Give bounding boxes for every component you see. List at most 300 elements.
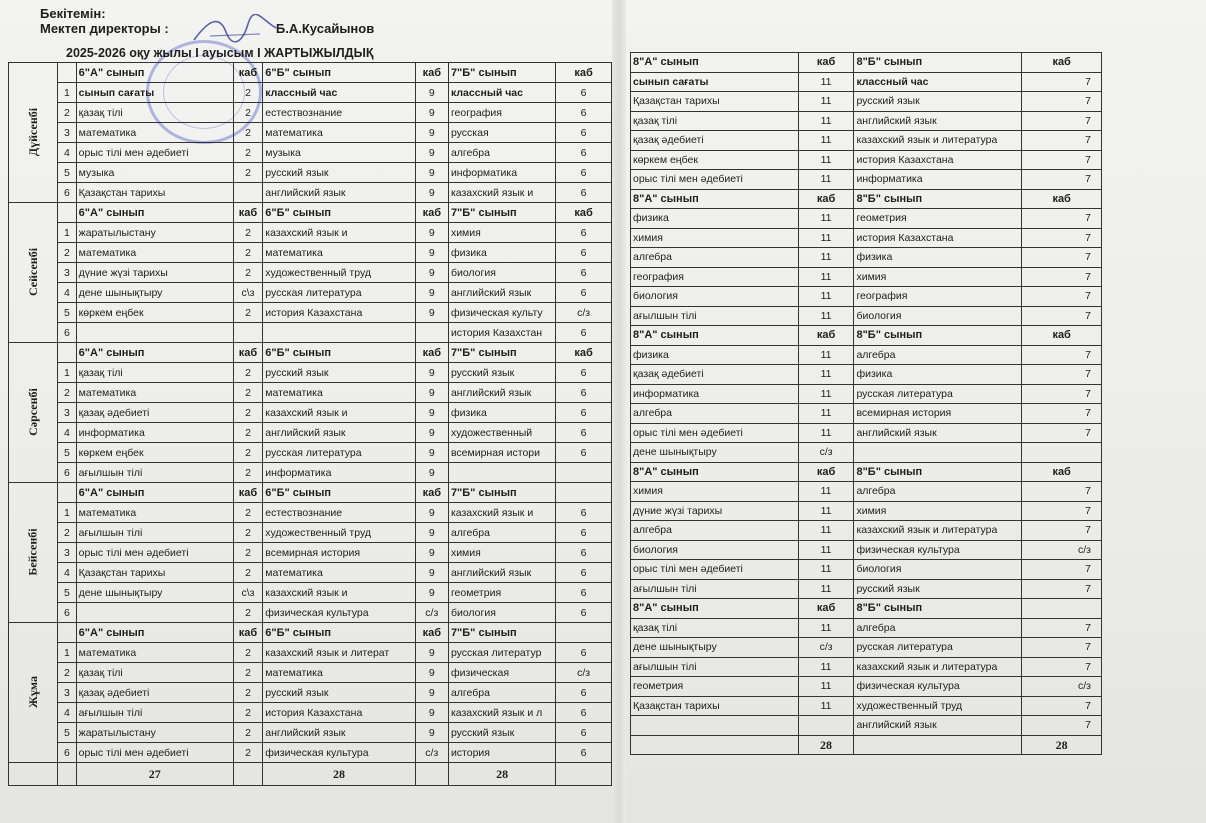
room-cell: 7 bbox=[1022, 404, 1102, 424]
approve-label: Бекітемін: bbox=[40, 6, 106, 21]
subject-cell: математика bbox=[76, 123, 233, 143]
room-cell: 11 bbox=[798, 696, 854, 716]
lesson-number: 5 bbox=[58, 163, 76, 183]
lesson-row bbox=[9, 363, 612, 383]
subject-cell: қазақ әдебиеті bbox=[631, 131, 799, 151]
room-cell: 2 bbox=[233, 563, 263, 583]
room-cell: с/з bbox=[556, 303, 612, 323]
room-cell: 9 bbox=[415, 363, 448, 383]
room-cell: 9 bbox=[415, 383, 448, 403]
lesson-row bbox=[631, 267, 1102, 287]
subject-cell: жаратылыстану bbox=[76, 723, 233, 743]
subject-cell: геометрия bbox=[448, 583, 555, 603]
subject-cell: казахский язык и л bbox=[448, 703, 555, 723]
room-cell: 7 bbox=[1022, 111, 1102, 131]
lesson-row bbox=[631, 501, 1102, 521]
lesson-row bbox=[631, 111, 1102, 131]
room-cell: 11 bbox=[798, 501, 854, 521]
lesson-row bbox=[9, 303, 612, 323]
room-cell: 9 bbox=[415, 103, 448, 123]
room-cell: 6 bbox=[556, 103, 612, 123]
day-label-cell bbox=[9, 483, 58, 623]
room-cell: 6 bbox=[556, 163, 612, 183]
subject-cell: биология bbox=[448, 603, 555, 623]
subject-cell: русский язык bbox=[448, 723, 555, 743]
subject-cell: история Казахстана bbox=[263, 703, 415, 723]
subject-cell: орыс тілі мен әдебиеті bbox=[76, 743, 233, 763]
room-cell: 11 bbox=[798, 365, 854, 385]
column-header: 8"А" сынып bbox=[631, 53, 799, 73]
lesson-row bbox=[9, 223, 612, 243]
lesson-row bbox=[9, 263, 612, 283]
column-header: каб bbox=[556, 343, 612, 363]
subject-cell: геометрия bbox=[854, 209, 1022, 229]
room-cell: 11 bbox=[798, 618, 854, 638]
room-cell: 6 bbox=[556, 243, 612, 263]
room-cell: 11 bbox=[798, 657, 854, 677]
room-cell: 6 bbox=[556, 563, 612, 583]
subject-cell: русский язык bbox=[263, 683, 415, 703]
column-header bbox=[58, 63, 76, 83]
lesson-row bbox=[9, 163, 612, 183]
column-header: 6"Б" сынып bbox=[263, 63, 415, 83]
room-cell: 2 bbox=[233, 103, 263, 123]
room-cell: 6 bbox=[556, 583, 612, 603]
subject-cell: химия bbox=[854, 501, 1022, 521]
room-cell: 2 bbox=[233, 423, 263, 443]
column-header: каб bbox=[233, 483, 263, 503]
column-header bbox=[58, 483, 76, 503]
subject-cell: физика bbox=[631, 345, 799, 365]
subject-cell: көркем еңбек bbox=[76, 443, 233, 463]
room-cell: 6 bbox=[556, 743, 612, 763]
room-cell: 2 bbox=[233, 383, 263, 403]
column-header: 8"А" сынып bbox=[631, 462, 799, 482]
room-cell: 7 bbox=[1022, 482, 1102, 502]
subject-cell: английский язык bbox=[854, 423, 1022, 443]
subject-cell: қазақ әдебиеті bbox=[76, 683, 233, 703]
lesson-number: 1 bbox=[58, 363, 76, 383]
room-cell: 11 bbox=[798, 306, 854, 326]
room-cell: 9 bbox=[415, 503, 448, 523]
room-cell: 2 bbox=[233, 643, 263, 663]
lesson-row bbox=[631, 365, 1102, 385]
room-cell: 9 bbox=[415, 143, 448, 163]
subject-cell: математика bbox=[263, 563, 415, 583]
subject-cell: сынып сағаты bbox=[76, 83, 233, 103]
room-cell: 6 bbox=[556, 503, 612, 523]
subject-cell: физическая bbox=[448, 663, 555, 683]
room-cell: 9 bbox=[415, 243, 448, 263]
subject-cell: математика bbox=[76, 503, 233, 523]
totals-row bbox=[631, 735, 1102, 755]
subject-cell: география bbox=[854, 287, 1022, 307]
subject-cell bbox=[76, 603, 233, 623]
lesson-number: 6 bbox=[58, 183, 76, 203]
lesson-number: 2 bbox=[58, 243, 76, 263]
lesson-row bbox=[631, 716, 1102, 736]
column-header: каб bbox=[798, 462, 854, 482]
lesson-row bbox=[631, 150, 1102, 170]
subject-cell: физическая культура bbox=[854, 677, 1022, 697]
lesson-row bbox=[631, 228, 1102, 248]
room-cell: 11 bbox=[798, 72, 854, 92]
subject-cell: русская литература bbox=[263, 443, 415, 463]
column-header: 8"Б" сынып bbox=[854, 599, 1022, 619]
total-cell bbox=[556, 763, 612, 786]
room-cell: 9 bbox=[415, 523, 448, 543]
room-cell: 7 bbox=[1022, 170, 1102, 190]
subject-cell: химия bbox=[631, 228, 799, 248]
column-header: каб bbox=[233, 623, 263, 643]
room-cell: 2 bbox=[233, 303, 263, 323]
lesson-number: 6 bbox=[58, 603, 76, 623]
subject-cell: классный час bbox=[448, 83, 555, 103]
room-cell: 7 bbox=[1022, 248, 1102, 268]
column-header: 8"Б" сынып bbox=[854, 189, 1022, 209]
lesson-row bbox=[631, 209, 1102, 229]
total-cell: 28 bbox=[798, 735, 854, 755]
column-header: 6"А" сынып bbox=[76, 483, 233, 503]
column-header: 6"А" сынып bbox=[76, 623, 233, 643]
subject-cell: казахский язык и bbox=[263, 223, 415, 243]
room-cell: с/з bbox=[1022, 540, 1102, 560]
room-cell: 9 bbox=[415, 183, 448, 203]
lesson-row bbox=[9, 583, 612, 603]
room-cell: 6 bbox=[556, 523, 612, 543]
day-label-cell bbox=[9, 343, 58, 483]
subject-cell: дене шынықтыру bbox=[631, 443, 799, 463]
director-label: Мектеп директоры : bbox=[40, 21, 169, 36]
subject-cell: история bbox=[448, 743, 555, 763]
subject-cell: художественный bbox=[448, 423, 555, 443]
lesson-number: 4 bbox=[58, 703, 76, 723]
subject-cell: история Казахстан bbox=[448, 323, 555, 343]
room-cell: 11 bbox=[798, 209, 854, 229]
room-cell: 2 bbox=[233, 163, 263, 183]
room-cell: 9 bbox=[415, 263, 448, 283]
subject-cell: дене шынықтыру bbox=[76, 583, 233, 603]
day-label-cell bbox=[9, 63, 58, 203]
subject-cell: қазақ тілі bbox=[76, 363, 233, 383]
lesson-row bbox=[631, 579, 1102, 599]
room-cell: 7 bbox=[1022, 228, 1102, 248]
room-cell: 11 bbox=[798, 579, 854, 599]
room-cell: 9 bbox=[415, 583, 448, 603]
room-cell: 9 bbox=[415, 123, 448, 143]
subject-cell: английский язык bbox=[448, 563, 555, 583]
subject-cell: физика bbox=[448, 403, 555, 423]
approval-header bbox=[40, 6, 374, 36]
room-cell: 2 bbox=[233, 243, 263, 263]
room-cell: 7 bbox=[1022, 287, 1102, 307]
column-header bbox=[556, 483, 612, 503]
subject-cell: казахский язык и bbox=[263, 403, 415, 423]
lesson-row bbox=[631, 638, 1102, 658]
subject-cell: ағылшын тілі bbox=[631, 657, 799, 677]
column-header bbox=[556, 623, 612, 643]
subject-cell: Қазақстан тарихы bbox=[76, 563, 233, 583]
lesson-row bbox=[9, 183, 612, 203]
column-header: 6"Б" сынып bbox=[263, 623, 415, 643]
room-cell: 11 bbox=[798, 540, 854, 560]
lesson-row bbox=[9, 543, 612, 563]
subject-cell: дене шынықтыру bbox=[631, 638, 799, 658]
subject-cell: информатика bbox=[854, 170, 1022, 190]
subject-cell: художественный труд bbox=[263, 263, 415, 283]
room-cell: 9 bbox=[415, 643, 448, 663]
subject-cell: география bbox=[631, 267, 799, 287]
subject-cell: казахский язык и bbox=[448, 183, 555, 203]
room-cell: 7 bbox=[1022, 131, 1102, 151]
subject-cell: биология bbox=[854, 306, 1022, 326]
lesson-row bbox=[9, 143, 612, 163]
room-cell: 6 bbox=[556, 383, 612, 403]
column-header: 7"Б" сынып bbox=[448, 203, 555, 223]
room-cell: 7 bbox=[1022, 72, 1102, 92]
lesson-row bbox=[631, 540, 1102, 560]
subject-cell bbox=[263, 323, 415, 343]
subject-cell: алгебра bbox=[448, 683, 555, 703]
subject-cell: художественный труд bbox=[854, 696, 1022, 716]
room-cell: 9 bbox=[415, 543, 448, 563]
lesson-number: 6 bbox=[58, 463, 76, 483]
room-cell: 6 bbox=[556, 283, 612, 303]
lesson-row bbox=[9, 123, 612, 143]
right-schedule-table bbox=[630, 52, 1102, 755]
subject-cell: орыс тілі мен әдебиеті bbox=[631, 423, 799, 443]
subject-cell bbox=[631, 716, 799, 736]
total-cell: 28 bbox=[1022, 735, 1102, 755]
lesson-row bbox=[9, 443, 612, 463]
room-cell: 11 bbox=[798, 384, 854, 404]
room-cell: 2 bbox=[233, 83, 263, 103]
lesson-number: 1 bbox=[58, 643, 76, 663]
column-header bbox=[1022, 599, 1102, 619]
column-header: каб bbox=[798, 599, 854, 619]
room-cell: 2 bbox=[233, 743, 263, 763]
lesson-row bbox=[9, 723, 612, 743]
room-cell: 2 bbox=[233, 363, 263, 383]
subject-cell: английский язык bbox=[448, 383, 555, 403]
lesson-number: 3 bbox=[58, 543, 76, 563]
subject-cell: химия bbox=[448, 223, 555, 243]
room-cell: 7 bbox=[1022, 345, 1102, 365]
subject-cell: русская литератур bbox=[448, 643, 555, 663]
subject-cell: классный час bbox=[854, 72, 1022, 92]
room-cell: 11 bbox=[798, 677, 854, 697]
subject-cell: көркем еңбек bbox=[76, 303, 233, 323]
subject-cell: всемирная история bbox=[263, 543, 415, 563]
room-cell: 2 bbox=[233, 403, 263, 423]
lesson-row bbox=[631, 306, 1102, 326]
room-cell: 11 bbox=[798, 131, 854, 151]
column-header: каб bbox=[798, 53, 854, 73]
director-name: Б.А.Кусайынов bbox=[275, 21, 375, 36]
lesson-row bbox=[9, 383, 612, 403]
room-cell: 7 bbox=[1022, 209, 1102, 229]
subject-cell: математика bbox=[76, 643, 233, 663]
column-header: 8"А" сынып bbox=[631, 326, 799, 346]
room-cell: 6 bbox=[556, 123, 612, 143]
subject-cell: физическая культура bbox=[263, 603, 415, 623]
room-cell: 6 bbox=[556, 703, 612, 723]
subject-cell: информатика bbox=[448, 163, 555, 183]
subject-cell: Қазақстан тарихы bbox=[631, 696, 799, 716]
room-cell: 7 bbox=[1022, 696, 1102, 716]
room-cell bbox=[1022, 443, 1102, 463]
subject-cell: русский язык bbox=[854, 579, 1022, 599]
room-cell: 11 bbox=[798, 150, 854, 170]
room-cell: 7 bbox=[1022, 657, 1102, 677]
room-cell: 7 bbox=[1022, 423, 1102, 443]
column-header: 6"Б" сынып bbox=[263, 203, 415, 223]
subject-cell: английский язык bbox=[854, 111, 1022, 131]
subject-cell: ағылшын тілі bbox=[76, 523, 233, 543]
room-cell: 11 bbox=[798, 560, 854, 580]
room-cell: 7 bbox=[1022, 716, 1102, 736]
subject-cell: математика bbox=[76, 383, 233, 403]
room-cell: 7 bbox=[1022, 618, 1102, 638]
subject-cell: химия bbox=[854, 267, 1022, 287]
room-cell: 9 bbox=[415, 303, 448, 323]
subject-cell: қазақ әдебиеті bbox=[631, 365, 799, 385]
total-cell: 28 bbox=[263, 763, 415, 786]
lesson-number: 5 bbox=[58, 303, 76, 323]
lesson-row bbox=[9, 703, 612, 723]
subject-cell: история Казахстана bbox=[854, 228, 1022, 248]
lesson-row bbox=[631, 677, 1102, 697]
total-cell bbox=[854, 735, 1022, 755]
column-header: каб bbox=[415, 623, 448, 643]
lesson-number: 2 bbox=[58, 383, 76, 403]
subject-cell: русский язык bbox=[263, 163, 415, 183]
subject-cell: математика bbox=[263, 383, 415, 403]
lesson-row bbox=[9, 683, 612, 703]
room-cell: 7 bbox=[1022, 384, 1102, 404]
room-cell: 6 bbox=[556, 403, 612, 423]
lesson-number: 5 bbox=[58, 723, 76, 743]
lesson-row bbox=[631, 423, 1102, 443]
room-cell: 11 bbox=[798, 228, 854, 248]
column-header: каб bbox=[415, 203, 448, 223]
total-cell bbox=[233, 763, 263, 786]
room-cell: 7 bbox=[1022, 638, 1102, 658]
room-cell: с/з bbox=[798, 638, 854, 658]
room-cell: 11 bbox=[798, 170, 854, 190]
room-cell: 6 bbox=[556, 83, 612, 103]
lesson-row bbox=[631, 92, 1102, 112]
room-cell: 11 bbox=[798, 111, 854, 131]
lesson-row bbox=[631, 131, 1102, 151]
subject-cell: история Казахстана bbox=[263, 303, 415, 323]
lesson-number: 2 bbox=[58, 663, 76, 683]
lesson-row bbox=[631, 618, 1102, 638]
subject-cell: русская литература bbox=[854, 384, 1022, 404]
subject-cell: математика bbox=[263, 243, 415, 263]
room-cell: 9 bbox=[415, 723, 448, 743]
lesson-number: 1 bbox=[58, 503, 76, 523]
subject-cell bbox=[854, 443, 1022, 463]
lesson-row bbox=[9, 643, 612, 663]
room-cell: 2 bbox=[233, 143, 263, 163]
room-cell: 7 bbox=[1022, 365, 1102, 385]
column-header bbox=[58, 623, 76, 643]
subject-cell: физическая культу bbox=[448, 303, 555, 323]
subject-cell: английский язык bbox=[263, 723, 415, 743]
lesson-number: 4 bbox=[58, 563, 76, 583]
lesson-number: 5 bbox=[58, 443, 76, 463]
room-cell: с/з bbox=[556, 663, 612, 683]
column-header: каб bbox=[556, 203, 612, 223]
lesson-number: 1 bbox=[58, 83, 76, 103]
column-header: каб bbox=[415, 63, 448, 83]
subject-cell: Қазақстан тарихы bbox=[76, 183, 233, 203]
subject-cell: алгебра bbox=[631, 248, 799, 268]
room-cell: 11 bbox=[798, 92, 854, 112]
lesson-row bbox=[631, 345, 1102, 365]
subject-cell: биология bbox=[631, 540, 799, 560]
day-name: Бейсенбі bbox=[26, 528, 41, 576]
room-cell: 9 bbox=[415, 423, 448, 443]
lesson-row bbox=[9, 83, 612, 103]
room-cell: 6 bbox=[556, 643, 612, 663]
room-cell: 11 bbox=[798, 345, 854, 365]
lesson-row bbox=[631, 657, 1102, 677]
subject-cell: математика bbox=[76, 243, 233, 263]
lesson-number: 3 bbox=[58, 683, 76, 703]
column-header: 8"Б" сынып bbox=[854, 326, 1022, 346]
lesson-row bbox=[631, 521, 1102, 541]
subject-cell: орыс тілі мен әдебиеті bbox=[76, 543, 233, 563]
subject-cell: казахский язык и литература bbox=[854, 521, 1022, 541]
subject-cell: физика bbox=[854, 365, 1022, 385]
column-header: каб bbox=[556, 63, 612, 83]
subject-cell: казахский язык и bbox=[448, 503, 555, 523]
room-cell: 11 bbox=[798, 482, 854, 502]
room-cell: 2 bbox=[233, 603, 263, 623]
subject-cell: всемирная истори bbox=[448, 443, 555, 463]
room-cell: с/з bbox=[798, 443, 854, 463]
subject-cell: география bbox=[448, 103, 555, 123]
day-label-cell bbox=[9, 623, 58, 763]
room-cell: 7 bbox=[1022, 501, 1102, 521]
lesson-row bbox=[631, 696, 1102, 716]
room-cell: с\з bbox=[233, 583, 263, 603]
subject-cell: орыс тілі мен әдебиеті bbox=[631, 170, 799, 190]
lesson-number: 6 bbox=[58, 743, 76, 763]
subject-cell: классный час bbox=[263, 83, 415, 103]
subject-cell: физика bbox=[631, 209, 799, 229]
lesson-number: 3 bbox=[58, 263, 76, 283]
subject-cell: информатика bbox=[631, 384, 799, 404]
room-cell: 9 bbox=[415, 683, 448, 703]
subject-cell: история Казахстана bbox=[854, 150, 1022, 170]
column-header: 7"Б" сынып bbox=[448, 63, 555, 83]
subject-cell: қазақ тілі bbox=[631, 111, 799, 131]
room-cell: с/з bbox=[1022, 677, 1102, 697]
room-cell: 7 bbox=[1022, 92, 1102, 112]
lesson-row bbox=[631, 560, 1102, 580]
page-fold bbox=[612, 0, 626, 823]
subject-cell: ағылшын тілі bbox=[76, 703, 233, 723]
lesson-number: 4 bbox=[58, 143, 76, 163]
subject-cell: алгебра bbox=[854, 482, 1022, 502]
total-cell bbox=[415, 763, 448, 786]
subject-cell: музыка bbox=[76, 163, 233, 183]
lesson-row bbox=[9, 563, 612, 583]
subject-cell: орыс тілі мен әдебиеті bbox=[76, 143, 233, 163]
